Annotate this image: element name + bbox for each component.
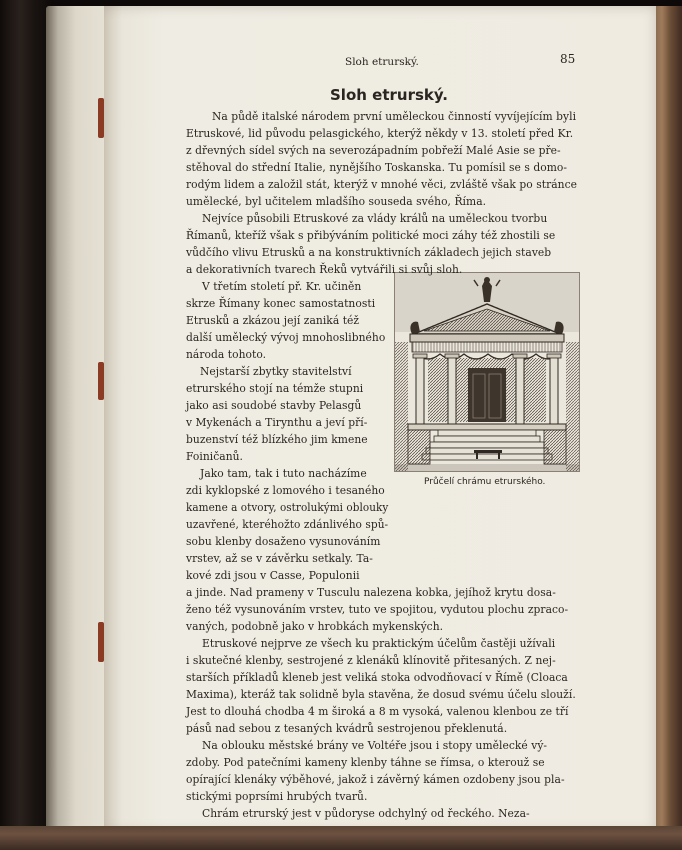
text-line: vaných, podobně jako v hrobkách mykenských. <box>186 620 444 633</box>
temple-facade-illustration <box>394 272 580 472</box>
text-line: stickými poprsími hrubých tvarů. <box>186 790 368 803</box>
text-line: opírající klenáky výběhové, jakož i závěrný kámen ozdobeny jsou pla- <box>186 773 565 786</box>
right-book-edge <box>656 6 682 850</box>
text-line: rodým lidem a založil stát, kterýž v mnohé věci, zvláště však po stránce <box>186 178 577 191</box>
text-line: Etruskové nejprve ze všech ku praktickým účelům častěji užívali <box>202 637 556 650</box>
text-line: z dřevných sídel svých na severozápadním pobřeží Malé Asie se pře- <box>186 144 561 157</box>
running-head: Sloh etrurský. <box>345 56 419 68</box>
binding-thread-mark <box>98 622 104 662</box>
text-line: Etrusků a zkázou její zaniká též <box>186 314 360 327</box>
text-line: Jako tam, tak i tuto nacházíme <box>200 467 367 480</box>
text-line: i skutečné klenby, sestrojené z klenáků klínovitě přitesaných. Z nej- <box>186 654 556 667</box>
temple-engraving <box>394 272 580 472</box>
text-line: skrze Římany konec samostatnosti <box>186 297 376 310</box>
text-line: další umělecký vývoj mnohoslibného <box>186 331 386 344</box>
text-line: ženo též vysunováním vrstev, tuto ve spojitou, vydutou plochu zpraco- <box>186 603 569 616</box>
section-title: Sloh etrurský. <box>330 86 448 104</box>
text-line: Etruskové, lid původu pelasgického, kterýž někdy v 13. století před Kr. <box>186 127 574 140</box>
text-line: Jest to dlouhá chodba 4 m široká a 8 m vysoká, valenou klenbou ze tří <box>186 705 569 718</box>
text-line: stěhoval do střední Italie, nynějšího Toskanska. Tu pomísil se s domo- <box>186 161 568 174</box>
text-line: buzenství též blízkého jim kmene <box>186 433 368 446</box>
text-line: Chrám etrurský jest v půdoryse odchylný od řeckého. Neza- <box>202 807 530 820</box>
text-line: Římanů, kteříž však s přibýváním politické moci záhy též zhostili se <box>186 229 556 242</box>
text-line: Foiničanů. <box>186 450 244 463</box>
text-line: v Mykenách a Tirynthu a jeví pří- <box>186 416 368 429</box>
text-line: kamene a otvory, ostrolukými oblouky <box>186 501 389 514</box>
text-line: sobu klenby dosaženo vysunováním <box>186 535 381 548</box>
binding-thread-mark <box>98 98 104 138</box>
bottom-book-edge <box>0 826 682 850</box>
text-line: Maxima), kteráž tak solidně byla stavěna, že dosud svému účelu slouží. <box>186 688 576 701</box>
text-line: V třetím století př. Kr. učiněn <box>202 280 362 293</box>
text-line: Na oblouku městské brány ve Voltéře jsou i stopy umělecké vý- <box>202 739 548 752</box>
text-line: zdi kyklopské z lomového i tesaného <box>186 484 385 497</box>
text-line: Nejstarší zbytky stavitelství <box>200 365 352 378</box>
text-line: etrurského stojí na témže stupni <box>186 382 364 395</box>
page-number: 85 <box>560 52 576 66</box>
text-line: jako asi soudobé stavby Pelasgů <box>186 399 362 412</box>
text-line: vrstev, až se v závěrku setkaly. Ta- <box>186 552 373 565</box>
text-line: zdoby. Pod patečními kameny klenby táhne se římsa, o kterouž se <box>186 756 545 769</box>
text-line: uzavřené, kteréhožto zdánlivého spů- <box>186 518 389 531</box>
text-line: starších příkladů kleneb jest veliká stoka odvodňovací v Římě (Cloaca <box>186 671 568 684</box>
text-line: pásů nad sebou z tesaných kvádrů sestrojenou překlenutá. <box>186 722 508 735</box>
text-line: národa tohoto. <box>186 348 267 361</box>
text-line: Na půdě italské národem první uměleckou činností vyvíjejícím byli <box>212 110 577 123</box>
text-line: kové zdi jsou v Casse, Populonii <box>186 569 360 582</box>
text-line: a dekorativních tvarech Řeků vytvářili si svůj sloh. <box>186 263 463 276</box>
text-line: vůdčího vlivu Etrusků a na konstruktivních základech jejich staveb <box>186 246 552 259</box>
figure-caption: Průčelí chrámu etrurského. <box>424 477 546 487</box>
text-line: Nejvíce působili Etruskové za vlády králů na uměleckou tvorbu <box>202 212 548 225</box>
text-line: a jinde. Nad prameny v Tusculu nalezena kobka, jejíhož krytu dosa- <box>186 586 556 599</box>
text-line: umělecké, byl učitelem mladšího souseda svého, Říma. <box>186 195 487 208</box>
binding-thread-mark <box>98 362 104 400</box>
